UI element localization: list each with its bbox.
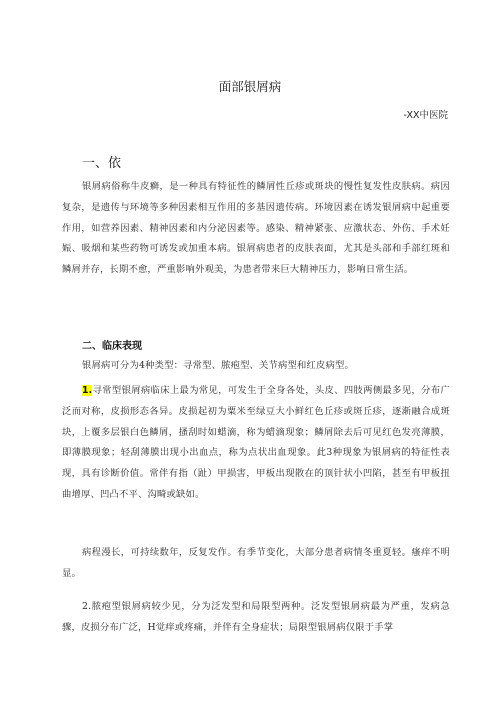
- section-heading-1: 一、依: [82, 156, 122, 171]
- section-heading-2: 二、临床表现: [82, 341, 142, 352]
- document-author: -XX中医院: [403, 110, 448, 121]
- document-title: 面部银屑病: [218, 79, 282, 94]
- item1-number-highlight: 1.: [82, 385, 93, 396]
- item2-paragraph: 2.脓疱型银屑病较少见，分为泛发型和局限型两种。泛发型银屑病最为严重，发病急骤，皮损分布广泛，H觉痒或疼痛，并伴有全身症状；局限型银屑病仅限于手掌: [62, 601, 450, 633]
- item1-paragraph: [62, 381, 450, 506]
- course-paragraph: 病程漫长，可持续数年，反复发作。有季节变化，大部分患者病情冬重夏轻。瘙痒不明显。: [62, 547, 450, 579]
- item1-text: 寻常型银屑病临床上最为常见，可发生于全身各处，头皮、四肢两侧最多见，分布广泛而对称，皮损形态各异。皮损起初为粟米至绿豆大小鲜红色丘疹或斑丘疹，逐渐融合成斑块，上覆多层银白色鳞屑，搔刮时如蜡滴，称为蜡滴现象；鳞屑除去后可见红色发亮薄膜，即薄膜现象；轻刮薄膜出现小出血点，称为点状出血现象。此3种现象为银屑病的特征性表现，具有诊断价值。常伴有指（趾）甲损害，甲板出现散在的顶针状小凹陷，甚至有甲板扭曲增厚、凹凸不平、沟畸或缺如。: [62, 385, 450, 500]
- section1-paragraph: 银屑病俗称牛皮癣，是一种具有特征性的鳞屑性丘疹或斑块的慢性复发性皮肤病。病因复杂，是遗传与环境等多种因素相互作用的多基因遗传病。环境因素在诱发银屑病中起重要作用，如营养因素、精神因素和内分泌因素等。感染、精神紧张、应激状态、外伤、手术妊娠、吸烟和某些药物可诱发或加重本病。银屑病患者的皮肤表面，尤其是头部和手部红斑和鳞屑并存，长期不愈，严重影响外观美，为患者带来巨大精神压力，影响日常生活。: [62, 181, 450, 276]
- types-intro-paragraph: 银屑病可分为4种类型：寻常型、脓疱型、关节病型和红皮病型。: [82, 360, 355, 371]
